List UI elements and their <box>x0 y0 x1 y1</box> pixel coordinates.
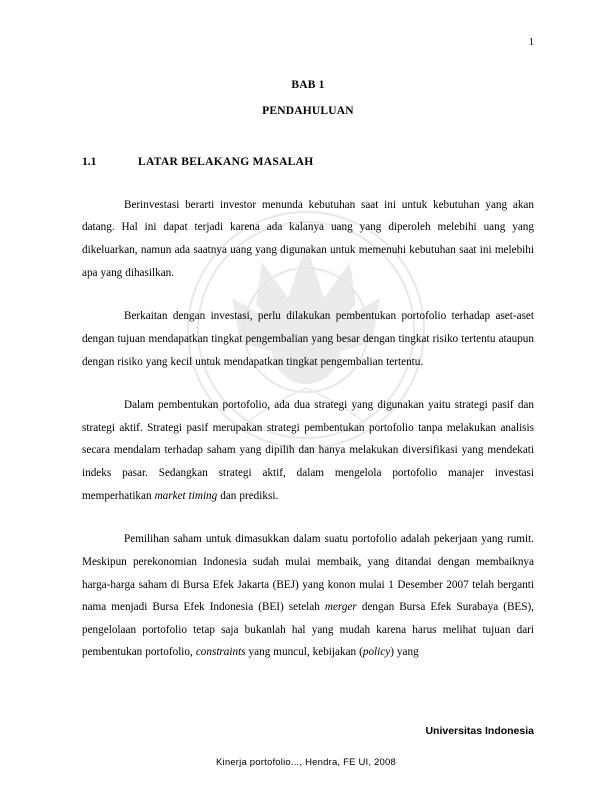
page-footer <box>0 725 612 792</box>
paragraph-3-italic-1: market timing <box>154 489 218 502</box>
section-title: LATAR BELAKANG MASALAH <box>138 155 314 168</box>
paragraph-4-part-4: ) yang <box>390 646 419 659</box>
paragraph-4-italic-2: constraints <box>195 646 246 659</box>
paragraph-4-italic-3: policy <box>362 646 391 659</box>
page-number: 1 <box>528 37 534 48</box>
paragraph-3-part-1: Dalam pembentukan portofolio, ada dua strategi yang digunakan yaitu strategi pasif dan strategi aktif. Strategi pasif merupakan strategi pembentukan portofolio tanpa melakukan analisis secara mendalam terhadap saham yang dipilih dan hanya melakukan diversifikasi yang mendekati indeks pasar. Sedangkan strategi aktif, dalam mengelola portofolio manajer investasi memperhatikan <box>82 399 534 502</box>
paragraph-4-part-1: Pemilihan saham untuk dimasukkan dalam suatu portofolio adalah pekerjaan yang rumit. Meskipun perekonomian Indonesia sudah mulai membaik, yang ditandai dengan membaiknya harga-harga saham di Bursa Efek Jakarta (BEJ) yang konon mulai 1 Desember 2007 telah berganti nama menjadi Bursa Efek Indonesia (BEI) setelah <box>82 533 534 614</box>
paragraph-2: Berkaitan dengan investasi, perlu dilakukan pembentukan portofolio terhadap aset-aset dengan tujuan mendapatkan tingkat pengembalian yang besar dengan tingkat risiko tertentu ataupun dengan risiko yang kecil untuk mendapatkan tingkat pengembalian tertentu. <box>82 310 534 368</box>
chapter-subtitle: PENDAHULUAN <box>262 105 354 118</box>
university-label: Universitas Indonesia <box>425 725 534 737</box>
chapter-title: BAB 1 <box>291 78 325 91</box>
section-heading <box>82 156 534 168</box>
paragraph-3 <box>82 394 534 507</box>
section-number: 1.1 <box>82 155 97 168</box>
document-content <box>0 79 612 665</box>
paragraph-4-part-3: yang muncul, kebijakan ( <box>245 646 363 659</box>
paragraph-4-part-2: dengan Bursa Efek Surabaya (BES), pengelolaan portofolio tetap saja bukanlah hal yang mudah karena harus melihat tujuan dari pembentukan portofolio, <box>82 601 534 659</box>
paragraph-3-part-2: dan prediksi. <box>217 489 279 502</box>
chapter-title-block <box>82 79 534 118</box>
paragraph-4 <box>82 528 534 664</box>
paragraph-1: Berinvestasi berarti investor menunda kebutuhan saat ini untuk kebutuhan yang akan datang. Hal ini dapat terjadi karena ada kalanya uang yang diperoleh melebihi uang yang dikeluarkan, namun ada saatnya uang yang digunakan untuk memenuhi kebutuhan saat ini melebihi apa yang dihasilkan. <box>82 198 534 279</box>
paragraph-4-italic-1: merger <box>324 601 357 614</box>
citation-footnote: Kinerja portofolio..., Hendra, FE UI, 2008 <box>215 757 397 768</box>
